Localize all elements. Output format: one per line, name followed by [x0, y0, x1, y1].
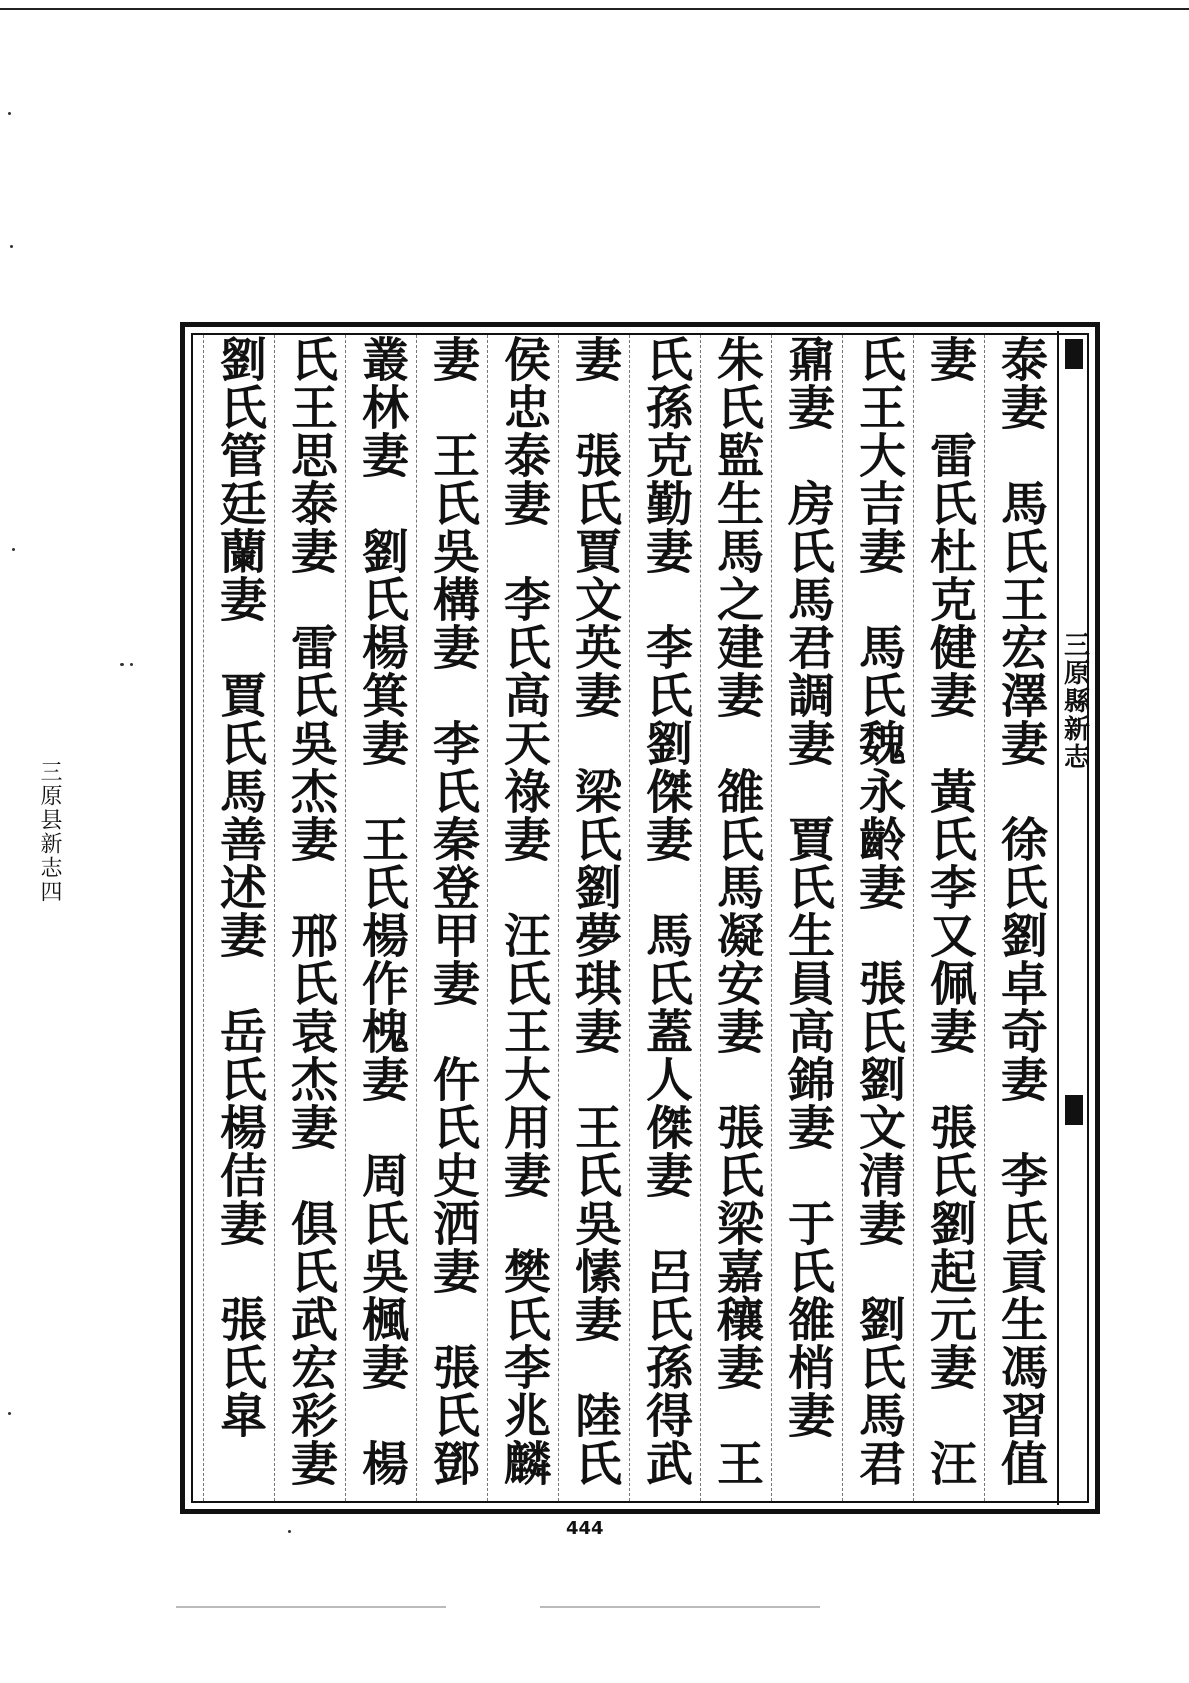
book-page-frame [180, 322, 1100, 1514]
text-column-7: 妻 張氏賈文英妻 梁氏劉夢琪妻 王氏吳愫妻 陸氏 [558, 335, 629, 1501]
text-column-5: 朱氏監生馬之建妻 雒氏馬凝安妻 張氏梁嘉穰妻 王 [700, 335, 771, 1501]
banner-mark-top [1065, 339, 1083, 369]
text-column-10: 叢林妻 劉氏楊箕妻 王氏楊作槐妻 周氏吳楓妻 楊 [345, 335, 416, 1501]
text-column-12: 劉氏管廷蘭妻 賈氏馬善述妻 岳氏楊佶妻 張氏皐 [203, 335, 274, 1501]
scan-speck [8, 112, 11, 115]
scan-speck [120, 663, 124, 666]
bottom-scan-line [176, 1606, 446, 1608]
banner-mark-lower [1065, 1095, 1083, 1125]
text-column-4: 鼐妻 房氏馬君調妻 賈氏生員高錦妻 于氏雒梢妻 [771, 335, 842, 1501]
text-column-2: 妻 雷氏杜克健妻 黃氏李又佩妻 張氏劉起元妻 汪 [913, 335, 984, 1501]
text-column-1: 泰妻 馬氏王宏澤妻 徐氏劉卓奇妻 李氏貢生馮習值 [984, 335, 1055, 1501]
top-rule [0, 8, 1189, 10]
text-column-9: 妻 王氏吳構妻 李氏秦登甲妻 仵氏史洒妻 張氏鄧 [416, 335, 487, 1501]
scan-speck [8, 1412, 11, 1415]
scan-speck [288, 1530, 291, 1533]
text-column-11: 氏王思泰妻 雷氏吳杰妻 邢氏袁杰妻 俱氏武宏彩妻 [274, 335, 345, 1501]
side-label-text: 三原县新志 [37, 760, 62, 880]
side-label [34, 760, 65, 904]
bottom-scan-line [540, 1606, 820, 1608]
page-number: 444 [566, 1518, 604, 1539]
scan-speck [130, 663, 133, 666]
text-column-3: 氏王大吉妻 馬氏魏永齡妻 張氏劉文清妻 劉氏馬君 [842, 335, 913, 1501]
banner-column [1057, 331, 1091, 1505]
text-column-6: 氏孫克勤妻 李氏劉傑妻 馬氏蓋人傑妻 呂氏孫得武 [629, 335, 700, 1501]
text-area [195, 335, 1055, 1501]
text-column-8: 侯忠泰妻 李氏高天祿妻 汪氏王大用妻 樊氏李兆麟 [487, 335, 558, 1501]
scan-speck [12, 548, 15, 551]
scan-speck [10, 245, 13, 248]
banner-title: 三原縣新志 [1059, 631, 1090, 771]
side-label-tail: 四 [37, 880, 62, 904]
